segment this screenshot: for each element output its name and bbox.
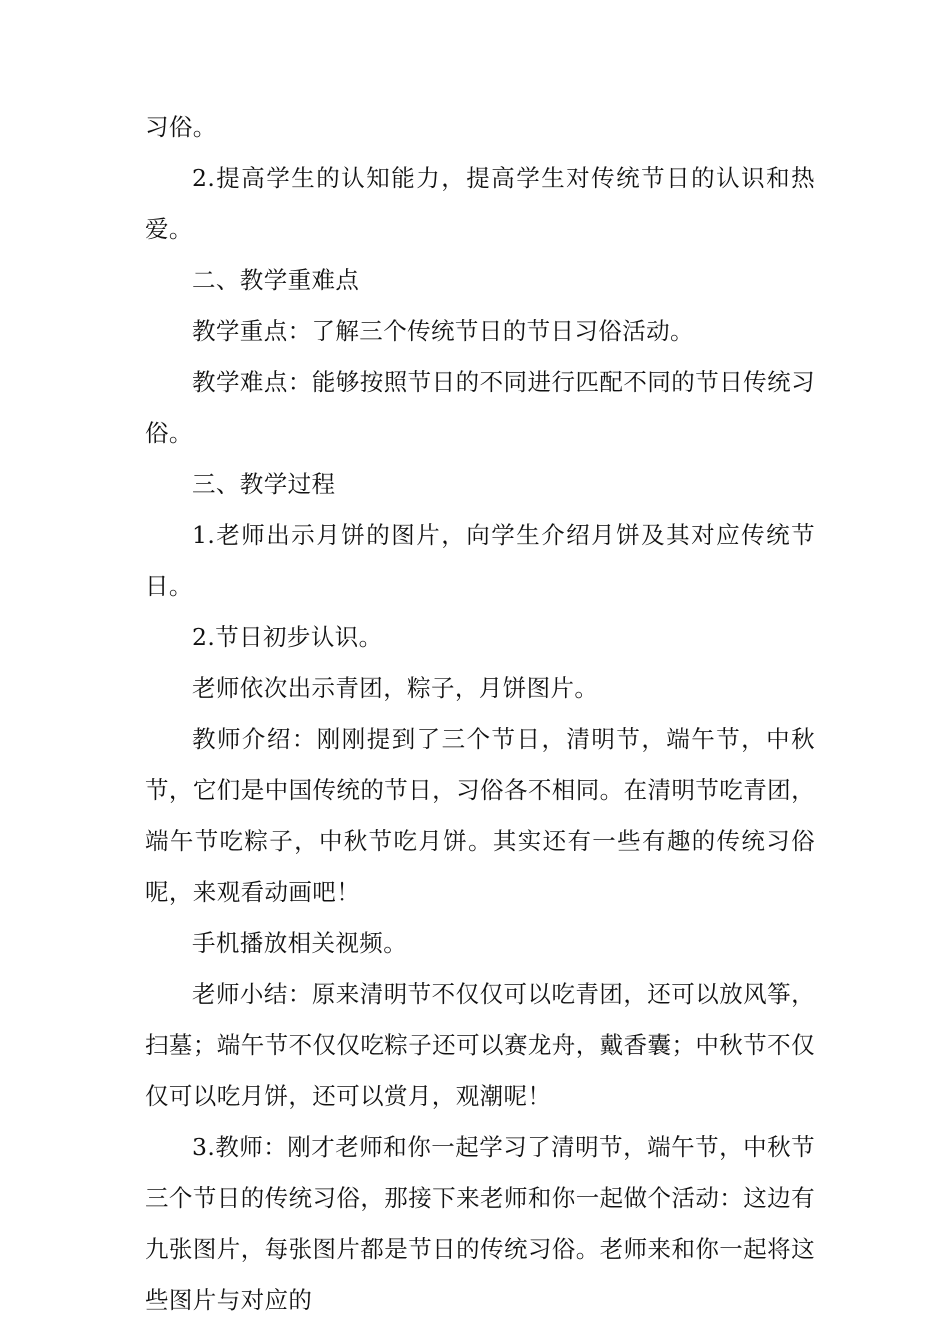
paragraph-teacher-intro: 教师介绍：刚刚提到了三个节日，清明节，端午节，中秋节，它们是中国传统的节日，习俗各不相同。在清明节吃青团，端午节吃粽子，中秋节吃月饼。其实还有一些有趣的传统习俗呢，来观看动画吧！ xyxy=(145,725,815,906)
paragraph-summary: 老师小结：原来清明节不仅仅可以吃青团，还可以放风筝，扫墓；端午节不仅仅吃粽子还可以赛龙舟，戴香囊；中秋节不仅仅可以吃月饼，还可以赏月，观潮呢！ xyxy=(145,980,815,1110)
paragraph-step-1: 1.老师出示月饼的图片，向学生介绍月饼及其对应传统节日。 xyxy=(145,521,815,600)
section-heading-process: 三、教学过程 xyxy=(192,470,336,498)
paragraph-play-video: 手机播放相关视频。 xyxy=(192,929,408,957)
paragraph-step-2: 2.节日初步认识。 xyxy=(192,623,383,651)
paragraph-1: 习俗。 xyxy=(145,113,217,141)
paragraph-2: 2.提高学生的认知能力，提高学生对传统节日的认识和热爱。 xyxy=(145,164,815,243)
paragraph-show-pictures: 老师依次出示青团，粽子，月饼图片。 xyxy=(192,674,599,702)
body-text xyxy=(145,102,815,1326)
paragraph-step-3: 3.教师：刚才老师和你一起学习了清明节，端午节，中秋节三个节日的传统习俗，那接下来老师和你一起做个活动：这边有九张图片，每张图片都是节日的传统习俗。老师来和你一起将这些图片与对应的 xyxy=(145,1133,815,1314)
paragraph-difficult-points: 教学难点：能够按照节日的不同进行匹配不同的节日传统习俗。 xyxy=(145,368,815,447)
section-heading-difficulties: 二、教学重难点 xyxy=(192,266,360,294)
paragraph-key-points: 教学重点：了解三个传统节日的节日习俗活动。 xyxy=(192,317,694,345)
